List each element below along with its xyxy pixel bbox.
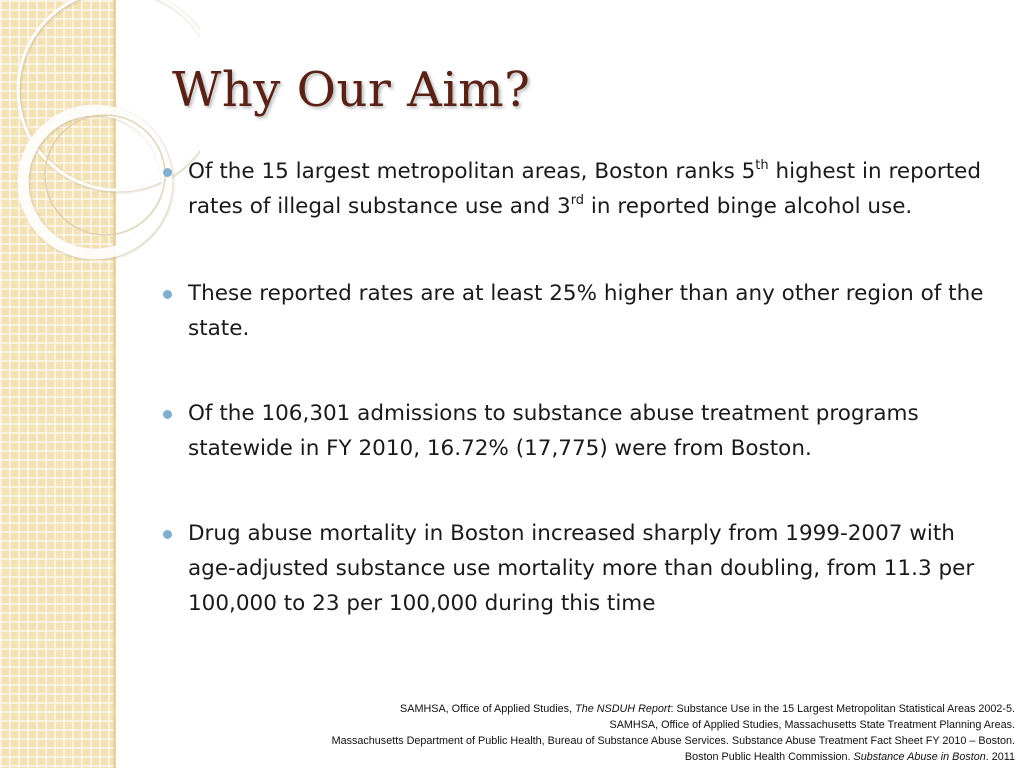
slide-title: Why Our Aim? <box>172 62 531 118</box>
reference-line: SAMHSA, Office of Applied Studies, The NSDUH Report: Substance Use in the 15 Largest Metropolitan Statistical Areas 2002-5. <box>400 703 1015 715</box>
bullet-text: Of the 15 largest metropolitan areas, Boston ranks 5th highest in reported rates of illegal substance use and 3rd in reported binge alcohol use. <box>188 158 982 219</box>
bullet-dot-icon <box>163 530 172 539</box>
superscript-th: th <box>755 158 769 173</box>
bullet-dot-icon <box>163 290 172 299</box>
bullet-text: Drug abuse mortality in Boston increased sharply from 1999-2007 with age-adjusted substance use mortality more than doubling, from 11.3 per 100,000 to 23 per 100,000 during this time <box>188 521 975 616</box>
bullet-dot-icon <box>163 168 172 177</box>
reference-line: Massachusetts Department of Public Health, Bureau of Substance Abuse Services. Substance Abuse Treatment Fact Sheet FY 2010 – Boston. <box>331 735 1015 747</box>
bullet-text: Of the 106,301 admissions to substance abuse treatment programs statewide in FY 2010, 16.72% (17,775) were from Boston. <box>188 401 919 461</box>
bullet-list <box>160 154 1000 621</box>
bullet-item <box>160 276 1000 346</box>
references <box>255 701 1015 765</box>
superscript-rd: rd <box>570 193 585 208</box>
bullet-item <box>160 396 1000 466</box>
bullet-item <box>160 516 1000 621</box>
bullet-dot-icon <box>163 410 172 419</box>
bullet-text: These reported rates are at least 25% higher than any other region of the state. <box>188 281 984 341</box>
reference-line: Boston Public Health Commission. Substance Abuse in Boston. 2011 <box>684 751 1015 763</box>
bullet-item <box>160 154 1000 224</box>
reference-line: SAMHSA, Office of Applied Studies, Massachusetts State Treatment Planning Areas. <box>609 719 1015 731</box>
